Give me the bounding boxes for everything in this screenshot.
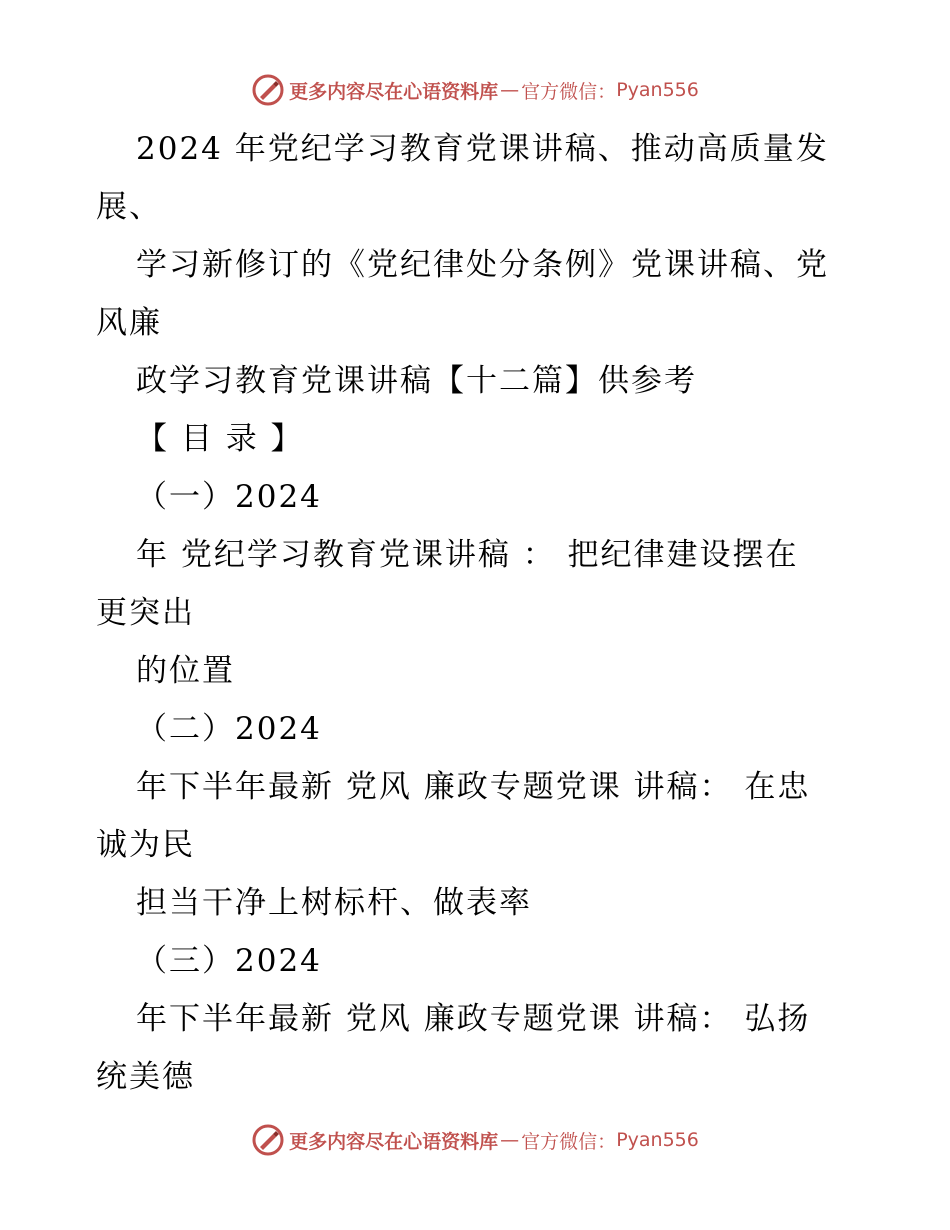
pen-seal-icon bbox=[251, 73, 285, 107]
text-line: 年下半年最新 党风 廉政专题党课 讲稿： 在忠 bbox=[136, 769, 811, 805]
footer-watermark-banner bbox=[0, 1120, 950, 1160]
official-label: 官方微信： bbox=[521, 80, 617, 103]
text-line: 学习新修订的《党纪律处分条例》党课讲稿、党 bbox=[136, 247, 829, 283]
text-line: （三）2024 bbox=[136, 943, 322, 979]
text-line: 的位置 bbox=[136, 653, 235, 689]
text-line: 2024 年党纪学习教育党课讲稿、推动高质量发 bbox=[136, 131, 829, 167]
separator-dash: — bbox=[500, 79, 520, 101]
header-watermark-banner bbox=[0, 70, 950, 110]
text-line: 年 党纪学习教育党课讲稿 ： 把纪律建设摆在 bbox=[136, 537, 799, 573]
pen-seal-icon bbox=[251, 1123, 285, 1157]
text-line: （一）2024 bbox=[136, 479, 322, 515]
text-line: 【 目 录 】 bbox=[136, 421, 304, 457]
site-name: 更多内容尽在心语资料库 bbox=[289, 1130, 499, 1153]
text-line: 展、 bbox=[96, 189, 162, 225]
official-label: 官方微信： bbox=[521, 1130, 617, 1153]
document-body bbox=[96, 120, 856, 1106]
text-line: （二）2024 bbox=[136, 711, 322, 747]
text-line: 风廉 bbox=[96, 305, 162, 341]
separator-dash: — bbox=[500, 1129, 520, 1151]
text-line: 政学习教育党课讲稿【十二篇】供参考 bbox=[136, 363, 697, 399]
site-name: 更多内容尽在心语资料库 bbox=[289, 80, 499, 103]
text-line: 统美德 bbox=[96, 1059, 195, 1095]
text-line: 更突出 bbox=[96, 595, 195, 631]
account-id: Pyan556 bbox=[616, 79, 699, 101]
text-line: 诚为民 bbox=[96, 827, 195, 863]
account-id: Pyan556 bbox=[616, 1129, 699, 1151]
text-line: 年下半年最新 党风 廉政专题党课 讲稿： 弘扬 bbox=[136, 1001, 811, 1037]
text-line: 担当干净上树标杆、做表率 bbox=[136, 885, 532, 921]
